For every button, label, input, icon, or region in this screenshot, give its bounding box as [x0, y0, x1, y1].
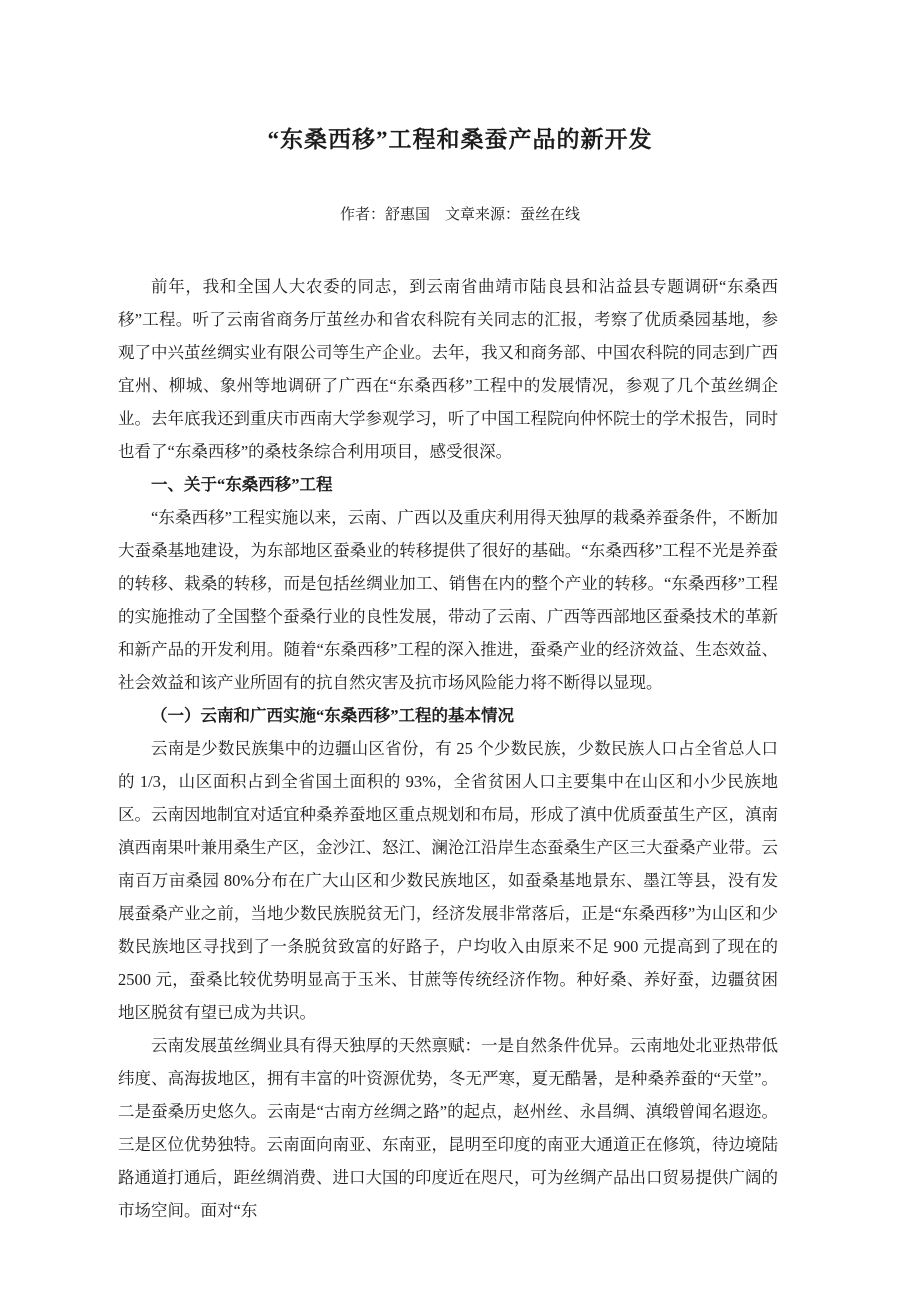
document-title: “东桑西移”工程和桑蚕产品的新开发	[267, 127, 653, 152]
body-paragraph: 云南是少数民族集中的边疆山区省份，有 25 个少数民族，少数民族人口占全省总人口的 1/3，山区面积占到全省国土面积的 93%，全省贫困人口主要集中在山区和小少民族地区。云南因地制宜对适宜种桑养蚕地区重点规划和布局，形成了滇中优质蚕茧生产区，滇南滇西南果叶兼用桑生产区，金沙江、怒江、澜沧江沿岸生态蚕桑生产区三大蚕桑产业带。云南百万亩桑园 80%分布在广大山区和少数民族地区，如蚕桑基地景东、墨江等县，没有发展蚕桑产业之前，当地少数民族脱贫无门，经济发展非常落后，正是“东桑西移”为山区和少数民族地区寻找到了一条脱贫致富的好路子，户均收入由原来不足 900 元提高到了现在的 2500 元，蚕桑比较优势明显高于玉米、甘蔗等传统经济作物。种好桑、养好蚕，边疆贫困地区脱贫有望已成为共识。	[118, 739, 778, 1022]
document-byline: 作者：舒惠国 文章来源：蚕丝在线	[339, 207, 580, 223]
body-paragraph: 云南发展茧丝绸业具有得天独厚的天然禀赋：一是自然条件优异。云南地处北亚热带低纬度、高海拔地区，拥有丰富的叶资源优势，冬无严寒，夏无酷暑，是种桑养蚕的“天堂”。二是蚕桑历史悠久。云南是“古南方丝绸之路”的起点，赵州丝、永昌绸、滇缎曾闻名遐迩。三是区位优势独特。云南面向南亚、东南亚，昆明至印度的南亚大通道正在修筑，待边境陆路通道打通后，距丝绸消费、进口大国的印度近在咫尺，可为丝绸产品出口贸易提供广阔的市场空间。面对“东	[118, 1036, 778, 1220]
body-paragraph: “东桑西移”工程实施以来，云南、广西以及重庆利用得天独厚的栽桑养蚕条件，不断加大蚕桑基地建设，为东部地区蚕桑业的转移提供了很好的基础。“东桑西移”工程不光是养蚕的转移、栽桑的转移，而是包括丝绸业加工、销售在内的整个产业的转移。“东桑西移”工程的实施推动了全国整个蚕桑行业的良性发展，带动了云南、广西等西部地区蚕桑技术的革新和新产品的开发利用。随着“东桑西移”工程的深入推进，蚕桑产业的经济效益、生态效益、社会效益和该产业所固有的抗自然灾害及抗市场风险能力将不断得以显现。	[118, 508, 778, 692]
body-paragraph: 前年，我和全国人大农委的同志，到云南省曲靖市陆良县和沾益县专题调研“东桑西移”工程。听了云南省商务厅茧丝办和省农科院有关同志的汇报，考察了优质桑园基地，参观了中兴茧丝绸实业有限公司等生产企业。去年，我又和商务部、中国农科院的同志到广西宜州、柳城、象州等地调研了广西在“东桑西移”工程中的发展情况，参观了几个茧丝绸企业。去年底我还到重庆市西南大学参观学习，听了中国工程院向仲怀院士的学术报告，同时也看了“东桑西移”的桑枝条综合利用项目，感受很深。	[118, 277, 778, 461]
section-heading: （一）云南和广西实施“东桑西移”工程的基本情况	[151, 706, 514, 725]
section-heading: 一、关于“东桑西移”工程	[151, 475, 333, 494]
document-body	[118, 270, 778, 1227]
